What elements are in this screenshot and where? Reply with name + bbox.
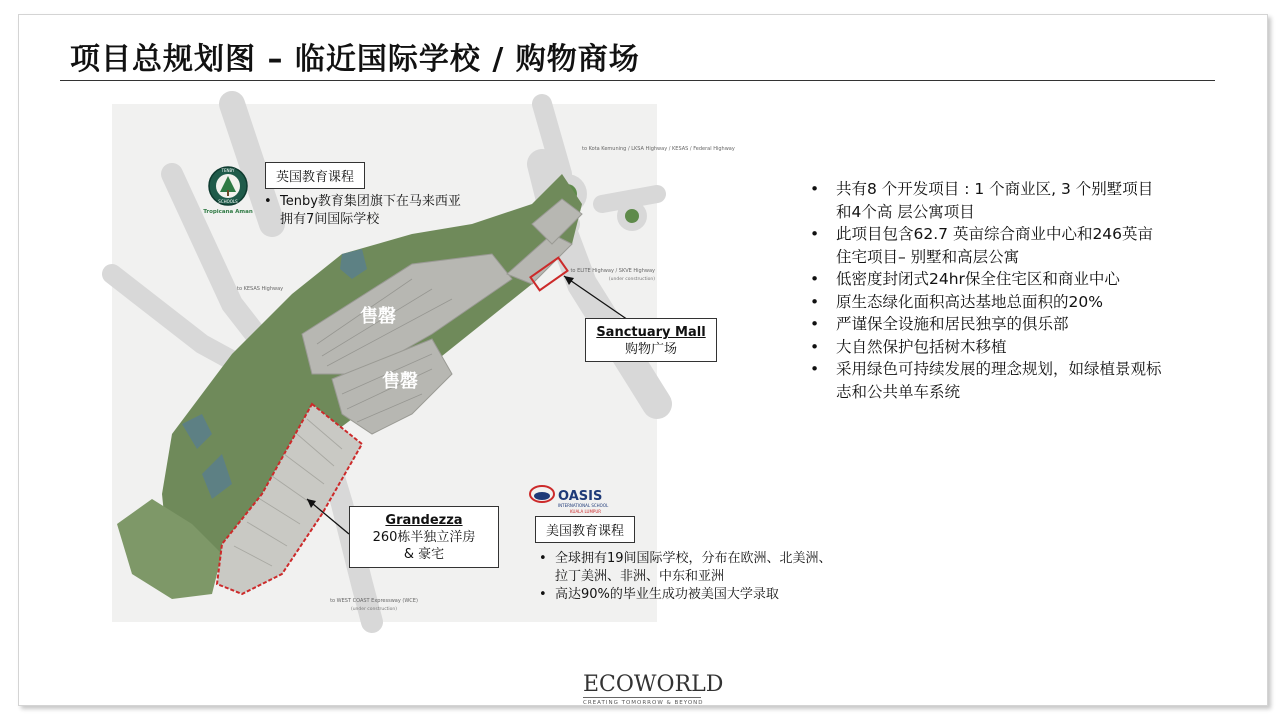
- grandezza-title: Grandezza: [385, 513, 463, 528]
- road-label-west-coast-note: (under construction): [350, 607, 398, 612]
- ecoworld-logo: [583, 672, 724, 706]
- oasis-curriculum-tag: 美国教育课程: [535, 516, 635, 543]
- sanctuary-mall-title: Sanctuary Mall: [596, 325, 706, 340]
- tenby-bullet: • Tenby教育集团旗下在马来西亚拥有7间国际学校: [262, 193, 472, 229]
- ecoworld-tagline: CREATING TOMORROW & BEYOND: [583, 700, 704, 706]
- highlight-item: • 原生态绿化面积高达基地总面积的20%: [808, 291, 1168, 314]
- ecoworld-logo-rule: [583, 697, 701, 698]
- road-label-kesas: to KESAS Highway: [237, 286, 284, 292]
- grandezza-line-2: & 豪宅: [403, 547, 445, 562]
- road-label-west-coast: to WEST COAST Expressway (WCE): [330, 598, 418, 604]
- tenby-logo-caption: Tropicana Aman: [203, 209, 253, 215]
- oasis-bullets: [537, 550, 837, 604]
- oasis-logo-city: KUALA LUMPUR: [570, 509, 602, 514]
- road-label-kota-kemuning: to Kota Kemuning / LKSA Highway / KESAS / Federal Highway: [582, 146, 735, 152]
- highlight-item: • 严谨保全设施和居民独享的俱乐部: [808, 313, 1168, 336]
- highlight-item: • 共有8 个开发项目 : 1 个商业区, 3 个别墅项目和4个高 层公寓项目: [808, 178, 1168, 223]
- highlight-item: • 此项目包含62.7 英亩综合商业中心和246英亩住宅项目– 别墅和高层公寓: [808, 223, 1168, 268]
- page-title: 项目总规划图 – 临近国际学校 / 购物商场: [70, 42, 640, 77]
- highlight-item: • 大自然保护包括树木移植: [808, 336, 1168, 359]
- oasis-logo-text: OASIS: [558, 489, 603, 504]
- sanctuary-mall-callout: [585, 318, 717, 362]
- highlight-item: • 采用绿色可持续发展的理念规划，如绿植景观标志和公共单车系统: [808, 358, 1168, 403]
- oasis-bullet: • 高达90%的毕业生成功被美国大学录取: [537, 586, 837, 604]
- title-divider: [60, 80, 1215, 81]
- oasis-bullet: • 全球拥有19间国际学校，分布在欧洲、北美洲、拉丁美洲、非洲、中东和亚洲: [537, 550, 837, 586]
- road-label-elite: to ELITE Highway / SKVE Highway: [570, 268, 655, 274]
- project-highlights: [808, 178, 1168, 403]
- road-label-elite-note: (under construction): [608, 277, 655, 282]
- sold-label-1: 售罄: [360, 306, 396, 327]
- tenby-logo-bottom: SCHOOLS: [218, 199, 238, 204]
- tenby-logo-top: TENBY: [221, 168, 235, 173]
- tenby-curriculum-tag: 英国教育课程: [265, 162, 365, 189]
- tenby-bullets: [262, 193, 472, 229]
- highlight-item: • 低密度封闭式24hr保全住宅区和商业中心: [808, 268, 1168, 291]
- oasis-logo-sub: INTERNATIONAL SCHOOL: [558, 503, 609, 508]
- sanctuary-mall-subtitle: 购物广场: [624, 342, 677, 357]
- sold-label-2: 售罄: [382, 371, 418, 392]
- grandezza-line-1: 260栋半独立洋房: [372, 530, 476, 545]
- ecoworld-logo-text: ECOWORLD: [583, 672, 724, 697]
- grandezza-callout: [349, 506, 499, 568]
